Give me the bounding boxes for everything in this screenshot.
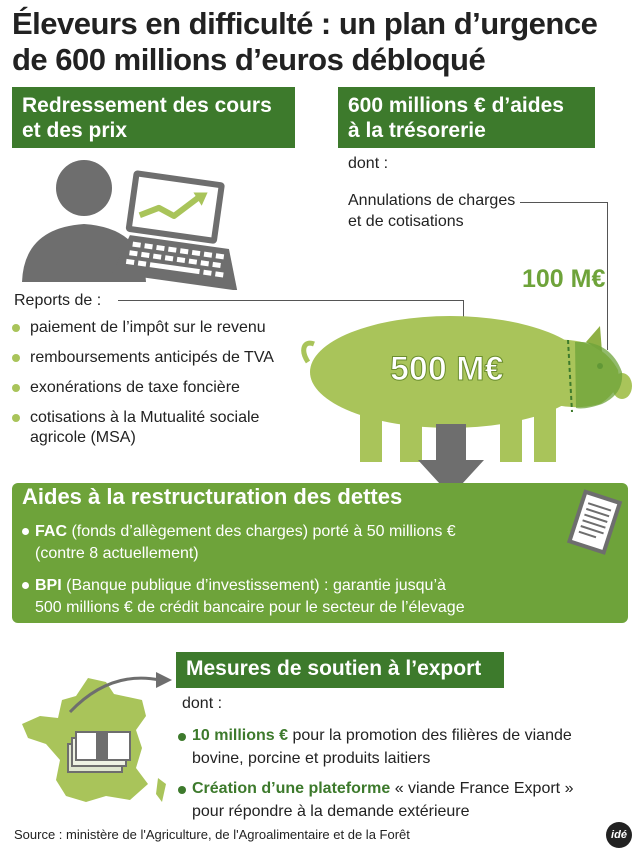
- list-item-continued: agricole (MSA): [30, 429, 136, 446]
- annulations-line2: et de cotisations: [348, 213, 464, 230]
- list-item: exonérations de taxe foncière: [12, 378, 312, 398]
- reports-list: [12, 318, 312, 448]
- france-map-icon: [10, 660, 180, 820]
- title-line-1: Éleveurs en difficulté : un plan d’urgence: [12, 6, 598, 41]
- export-dont-label: dont :: [182, 695, 223, 712]
- export-item-2-text: « viande France Export »: [390, 780, 574, 797]
- section-header-prix-line1: Redressement des cours: [22, 94, 272, 117]
- export-item-1-bold: 10 millions €: [192, 727, 289, 744]
- section-header-tresorerie: [338, 87, 595, 148]
- section-header-prix-line2: et des prix: [22, 119, 128, 142]
- ide-logo: idé: [606, 822, 632, 848]
- page-title: [12, 6, 632, 78]
- export-item-2-line2: pour répondre à la demande extérieure: [192, 803, 470, 820]
- fac-item: [22, 521, 456, 542]
- export-item-2-bold: Création d’une plateforme: [192, 780, 391, 797]
- list-item: remboursements anticipés de TVA: [12, 348, 312, 368]
- bullet-dot: [22, 528, 29, 535]
- dont-label: dont :: [348, 155, 389, 172]
- connector-line-annulations: [520, 202, 608, 203]
- export-item-1-text: pour la promotion des filières de viande: [288, 727, 572, 744]
- fac-label: FAC: [35, 523, 67, 540]
- export-item-1-line2: bovine, porcine et produits laitiers: [192, 750, 431, 767]
- amount-500: 500 M€: [390, 350, 504, 388]
- source-note: Source : ministère de l'Agriculture, de l'Agroalimentaire et de la Forêt: [14, 827, 410, 842]
- person-laptop-icon: [14, 150, 244, 290]
- reports-heading: Reports de :: [14, 292, 102, 309]
- export-item-1: [192, 725, 572, 746]
- bullet-dot: [22, 582, 29, 589]
- title-line-2: de 600 millions d’euros débloqué: [12, 42, 486, 77]
- bpi-item-line2: 500 millions € de crédit bancaire pour le secteur de l’élevage: [35, 599, 465, 616]
- bpi-label: BPI: [35, 577, 62, 594]
- annulations-line1: Annulations de charges: [348, 192, 516, 209]
- bullet-dot: [178, 733, 186, 741]
- list-item: cotisations à la Mutualité sociale: [12, 408, 312, 428]
- bullet-dot: [178, 786, 186, 794]
- amount-100: 100 M€: [522, 265, 606, 293]
- section-header-tresorerie-line2: à la trésorerie: [348, 119, 486, 142]
- fac-item-line2: (contre 8 actuellement): [35, 545, 199, 562]
- section-header-export: Mesures de soutien à l’export: [176, 652, 504, 688]
- section-header-prix: [12, 87, 295, 148]
- export-item-2: [192, 778, 573, 799]
- bpi-item: [22, 575, 446, 596]
- bpi-text: (Banque publique d’investissement) : garantie jusqu’à: [61, 577, 446, 594]
- document-icon: [560, 488, 628, 560]
- section-header-tresorerie-line1: 600 millions € d’aides: [348, 94, 564, 117]
- restructuration-title: Aides à la restructuration des dettes: [22, 484, 403, 509]
- fac-text: (fonds d’allègement des charges) porté à 50 millions €: [67, 523, 456, 540]
- list-item: paiement de l’impôt sur le revenu: [12, 318, 312, 338]
- annulations-text: [348, 190, 515, 232]
